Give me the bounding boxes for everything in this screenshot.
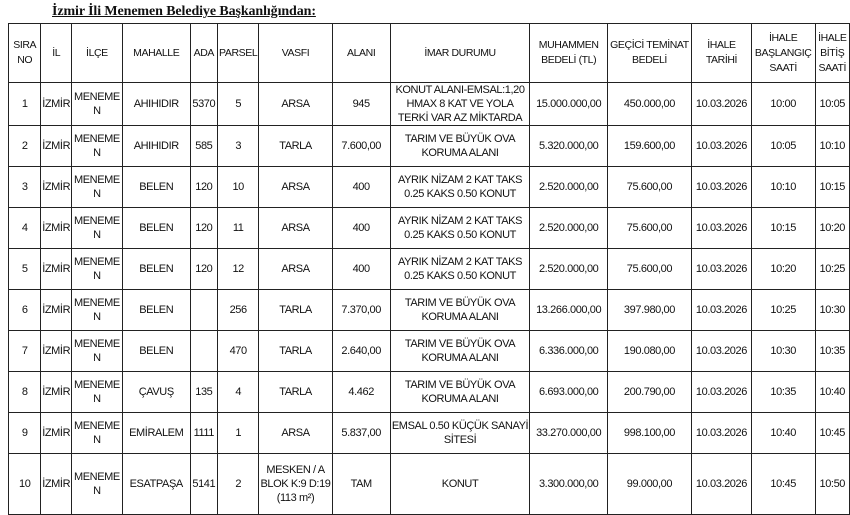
cell-il: İZMİR [41, 290, 72, 331]
cell-imar: TARIM VE BÜYÜK OVA KORUMA ALANI [390, 372, 530, 413]
cell-il: İZMİR [41, 331, 72, 372]
cell-tarih: 10.03.2026 [692, 249, 752, 290]
cell-imar: TARIM VE BÜYÜK OVA KORUMA ALANI [390, 290, 530, 331]
cell-muhammen: 6.693.000,00 [530, 372, 607, 413]
cell-teminat: 75.600,00 [607, 208, 691, 249]
cell-muhammen: 15.000.000,00 [530, 83, 607, 126]
cell-sira: 8 [9, 372, 41, 413]
cell-baslangic: 10:15 [751, 208, 815, 249]
cell-alani: 4.462 [332, 372, 390, 413]
table-row [9, 83, 850, 126]
cell-bitis: 10:45 [815, 413, 849, 454]
cell-alani: 400 [332, 249, 390, 290]
cell-ilce: MENEMEN [71, 290, 122, 331]
cell-il: İZMİR [41, 454, 72, 515]
cell-baslangic: 10:25 [751, 290, 815, 331]
page-title: İzmir İli Menemen Belediye Başkanlığından: [52, 4, 316, 19]
cell-parsel: 11 [218, 208, 259, 249]
cell-muhammen: 2.520.000,00 [530, 167, 607, 208]
cell-alani: 400 [332, 167, 390, 208]
cell-imar: EMSAL 0.50 KÜÇÜK SANAYİ SİTESİ [390, 413, 530, 454]
cell-sira: 7 [9, 331, 41, 372]
cell-muhammen: 13.266.000,00 [530, 290, 607, 331]
cell-teminat: 99.000,00 [607, 454, 691, 515]
cell-teminat: 998.100,00 [607, 413, 691, 454]
cell-bitis: 10:30 [815, 290, 849, 331]
cell-il: İZMİR [41, 372, 72, 413]
cell-imar: AYRIK NİZAM 2 KAT TAKS 0.25 KAKS 0.50 KONUT [390, 249, 530, 290]
cell-parsel: 256 [218, 290, 259, 331]
table-row [9, 290, 850, 331]
cell-sira: 9 [9, 413, 41, 454]
cell-tarih: 10.03.2026 [692, 413, 752, 454]
table-row [9, 126, 850, 167]
cell-muhammen: 2.520.000,00 [530, 208, 607, 249]
cell-alani: 5.837,00 [332, 413, 390, 454]
cell-parsel: 1 [218, 413, 259, 454]
header-ilce: İLÇE [71, 24, 122, 83]
cell-sira: 2 [9, 126, 41, 167]
cell-bitis: 10:20 [815, 208, 849, 249]
cell-ilce: MENEMEN [71, 331, 122, 372]
cell-il: İZMİR [41, 126, 72, 167]
cell-bitis: 10:40 [815, 372, 849, 413]
cell-imar: KONUT [390, 454, 530, 515]
cell-parsel: 12 [218, 249, 259, 290]
cell-mahalle: BELEN [122, 290, 190, 331]
cell-tarih: 10.03.2026 [692, 454, 752, 515]
cell-teminat: 200.790,00 [607, 372, 691, 413]
cell-baslangic: 10:45 [751, 454, 815, 515]
cell-il: İZMİR [41, 413, 72, 454]
cell-imar: TARIM VE BÜYÜK OVA KORUMA ALANI [390, 126, 530, 167]
cell-parsel: 10 [218, 167, 259, 208]
cell-teminat: 159.600,00 [607, 126, 691, 167]
cell-muhammen: 6.336.000,00 [530, 331, 607, 372]
cell-ilce: MENEMEN [71, 249, 122, 290]
cell-parsel: 5 [218, 83, 259, 126]
cell-ilce: MENEMEN [71, 372, 122, 413]
header-ada: ADA [190, 24, 218, 83]
cell-vasfi: ARSA [259, 167, 332, 208]
cell-mahalle: AHIHIDIR [122, 83, 190, 126]
cell-ada: 1111 [190, 413, 218, 454]
cell-vasfi: ARSA [259, 208, 332, 249]
cell-mahalle: BELEN [122, 167, 190, 208]
table-row [9, 331, 850, 372]
cell-baslangic: 10:10 [751, 167, 815, 208]
cell-mahalle: BELEN [122, 208, 190, 249]
cell-muhammen: 3.300.000,00 [530, 454, 607, 515]
auction-table [8, 23, 850, 515]
cell-sira: 6 [9, 290, 41, 331]
cell-il: İZMİR [41, 208, 72, 249]
cell-teminat: 75.600,00 [607, 167, 691, 208]
cell-il: İZMİR [41, 249, 72, 290]
cell-ada: 5370 [190, 83, 218, 126]
header-tarih: İHALE TARİHİ [692, 24, 752, 83]
table-row [9, 413, 850, 454]
table-row [9, 208, 850, 249]
cell-baslangic: 10:35 [751, 372, 815, 413]
cell-parsel: 470 [218, 331, 259, 372]
cell-mahalle: EMİRALEM [122, 413, 190, 454]
cell-mahalle: AHIHIDIR [122, 126, 190, 167]
cell-bitis: 10:35 [815, 331, 849, 372]
cell-ada: 120 [190, 249, 218, 290]
header-vasfi: VASFI [259, 24, 332, 83]
cell-teminat: 75.600,00 [607, 249, 691, 290]
cell-ilce: MENEMEN [71, 413, 122, 454]
cell-sira: 5 [9, 249, 41, 290]
table-row [9, 249, 850, 290]
header-teminat: GEÇİCİ TEMİNAT BEDELİ [607, 24, 691, 83]
cell-tarih: 10.03.2026 [692, 83, 752, 126]
cell-bitis: 10:50 [815, 454, 849, 515]
cell-imar: TARIM VE BÜYÜK OVA KORUMA ALANI [390, 331, 530, 372]
header-sira: SIRA NO [9, 24, 41, 83]
cell-baslangic: 10:20 [751, 249, 815, 290]
cell-tarih: 10.03.2026 [692, 372, 752, 413]
cell-vasfi: TARLA [259, 126, 332, 167]
cell-parsel: 4 [218, 372, 259, 413]
cell-muhammen: 33.270.000,00 [530, 413, 607, 454]
cell-ilce: MENEMEN [71, 208, 122, 249]
cell-baslangic: 10:40 [751, 413, 815, 454]
cell-tarih: 10.03.2026 [692, 208, 752, 249]
header-mahalle: MAHALLE [122, 24, 190, 83]
cell-tarih: 10.03.2026 [692, 126, 752, 167]
cell-bitis: 10:15 [815, 167, 849, 208]
table-row [9, 454, 850, 515]
cell-ilce: MENEMEN [71, 83, 122, 126]
cell-alani: 400 [332, 208, 390, 249]
cell-teminat: 397.980,00 [607, 290, 691, 331]
cell-parsel: 2 [218, 454, 259, 515]
cell-alani: 945 [332, 83, 390, 126]
cell-vasfi: ARSA [259, 83, 332, 126]
cell-ada [190, 290, 218, 331]
cell-vasfi: TARLA [259, 372, 332, 413]
cell-sira: 1 [9, 83, 41, 126]
cell-tarih: 10.03.2026 [692, 167, 752, 208]
cell-tarih: 10.03.2026 [692, 290, 752, 331]
cell-mahalle: BELEN [122, 249, 190, 290]
cell-alani: 2.640,00 [332, 331, 390, 372]
cell-muhammen: 5.320.000,00 [530, 126, 607, 167]
cell-vasfi: TARLA [259, 290, 332, 331]
cell-baslangic: 10:00 [751, 83, 815, 126]
cell-tarih: 10.03.2026 [692, 331, 752, 372]
cell-sira: 10 [9, 454, 41, 515]
cell-alani: 7.600,00 [332, 126, 390, 167]
cell-sira: 3 [9, 167, 41, 208]
cell-imar: AYRIK NİZAM 2 KAT TAKS 0.25 KAKS 0.50 KONUT [390, 167, 530, 208]
cell-ilce: MENEMEN [71, 167, 122, 208]
table-row [9, 372, 850, 413]
cell-mahalle: ESATPAŞA [122, 454, 190, 515]
header-parsel: PARSEL [218, 24, 259, 83]
header-muhammen: MUHAMMEN BEDELİ (TL) [530, 24, 607, 83]
cell-ilce: MENEMEN [71, 454, 122, 515]
cell-mahalle: BELEN [122, 331, 190, 372]
cell-teminat: 450.000,00 [607, 83, 691, 126]
header-row [9, 24, 850, 83]
cell-bitis: 10:25 [815, 249, 849, 290]
cell-sira: 4 [9, 208, 41, 249]
cell-vasfi: ARSA [259, 413, 332, 454]
cell-ada: 120 [190, 208, 218, 249]
cell-il: İZMİR [41, 167, 72, 208]
cell-bitis: 10:10 [815, 126, 849, 167]
cell-ada: 120 [190, 167, 218, 208]
cell-parsel: 3 [218, 126, 259, 167]
cell-baslangic: 10:30 [751, 331, 815, 372]
cell-vasfi: ARSA [259, 249, 332, 290]
cell-vasfi: MESKEN / A BLOK K:9 D:19 (113 m²) [259, 454, 332, 515]
cell-baslangic: 10:05 [751, 126, 815, 167]
cell-ada: 135 [190, 372, 218, 413]
table-row [9, 167, 850, 208]
cell-mahalle: ÇAVUŞ [122, 372, 190, 413]
cell-vasfi: TARLA [259, 331, 332, 372]
cell-il: İZMİR [41, 83, 72, 126]
cell-imar: KONUT ALANI-EMSAL:1,20 HMAX 8 KAT VE YOLA TERKİ VAR AZ MİKTARDA [390, 83, 530, 126]
cell-teminat: 190.080,00 [607, 331, 691, 372]
header-il: İL [41, 24, 72, 83]
cell-bitis: 10:05 [815, 83, 849, 126]
cell-imar: AYRIK NİZAM 2 KAT TAKS 0.25 KAKS 0.50 KONUT [390, 208, 530, 249]
cell-muhammen: 2.520.000,00 [530, 249, 607, 290]
cell-ada [190, 331, 218, 372]
cell-ada: 5141 [190, 454, 218, 515]
cell-ilce: MENEMEN [71, 126, 122, 167]
cell-alani: TAM [332, 454, 390, 515]
header-imar: İMAR DURUMU [390, 24, 530, 83]
cell-ada: 585 [190, 126, 218, 167]
header-baslangic: İHALE BAŞLANGIÇ SAATİ [751, 24, 815, 83]
cell-alani: 7.370,00 [332, 290, 390, 331]
header-bitis: İHALE BİTİŞ SAATİ [815, 24, 849, 83]
header-alani: ALANI [332, 24, 390, 83]
